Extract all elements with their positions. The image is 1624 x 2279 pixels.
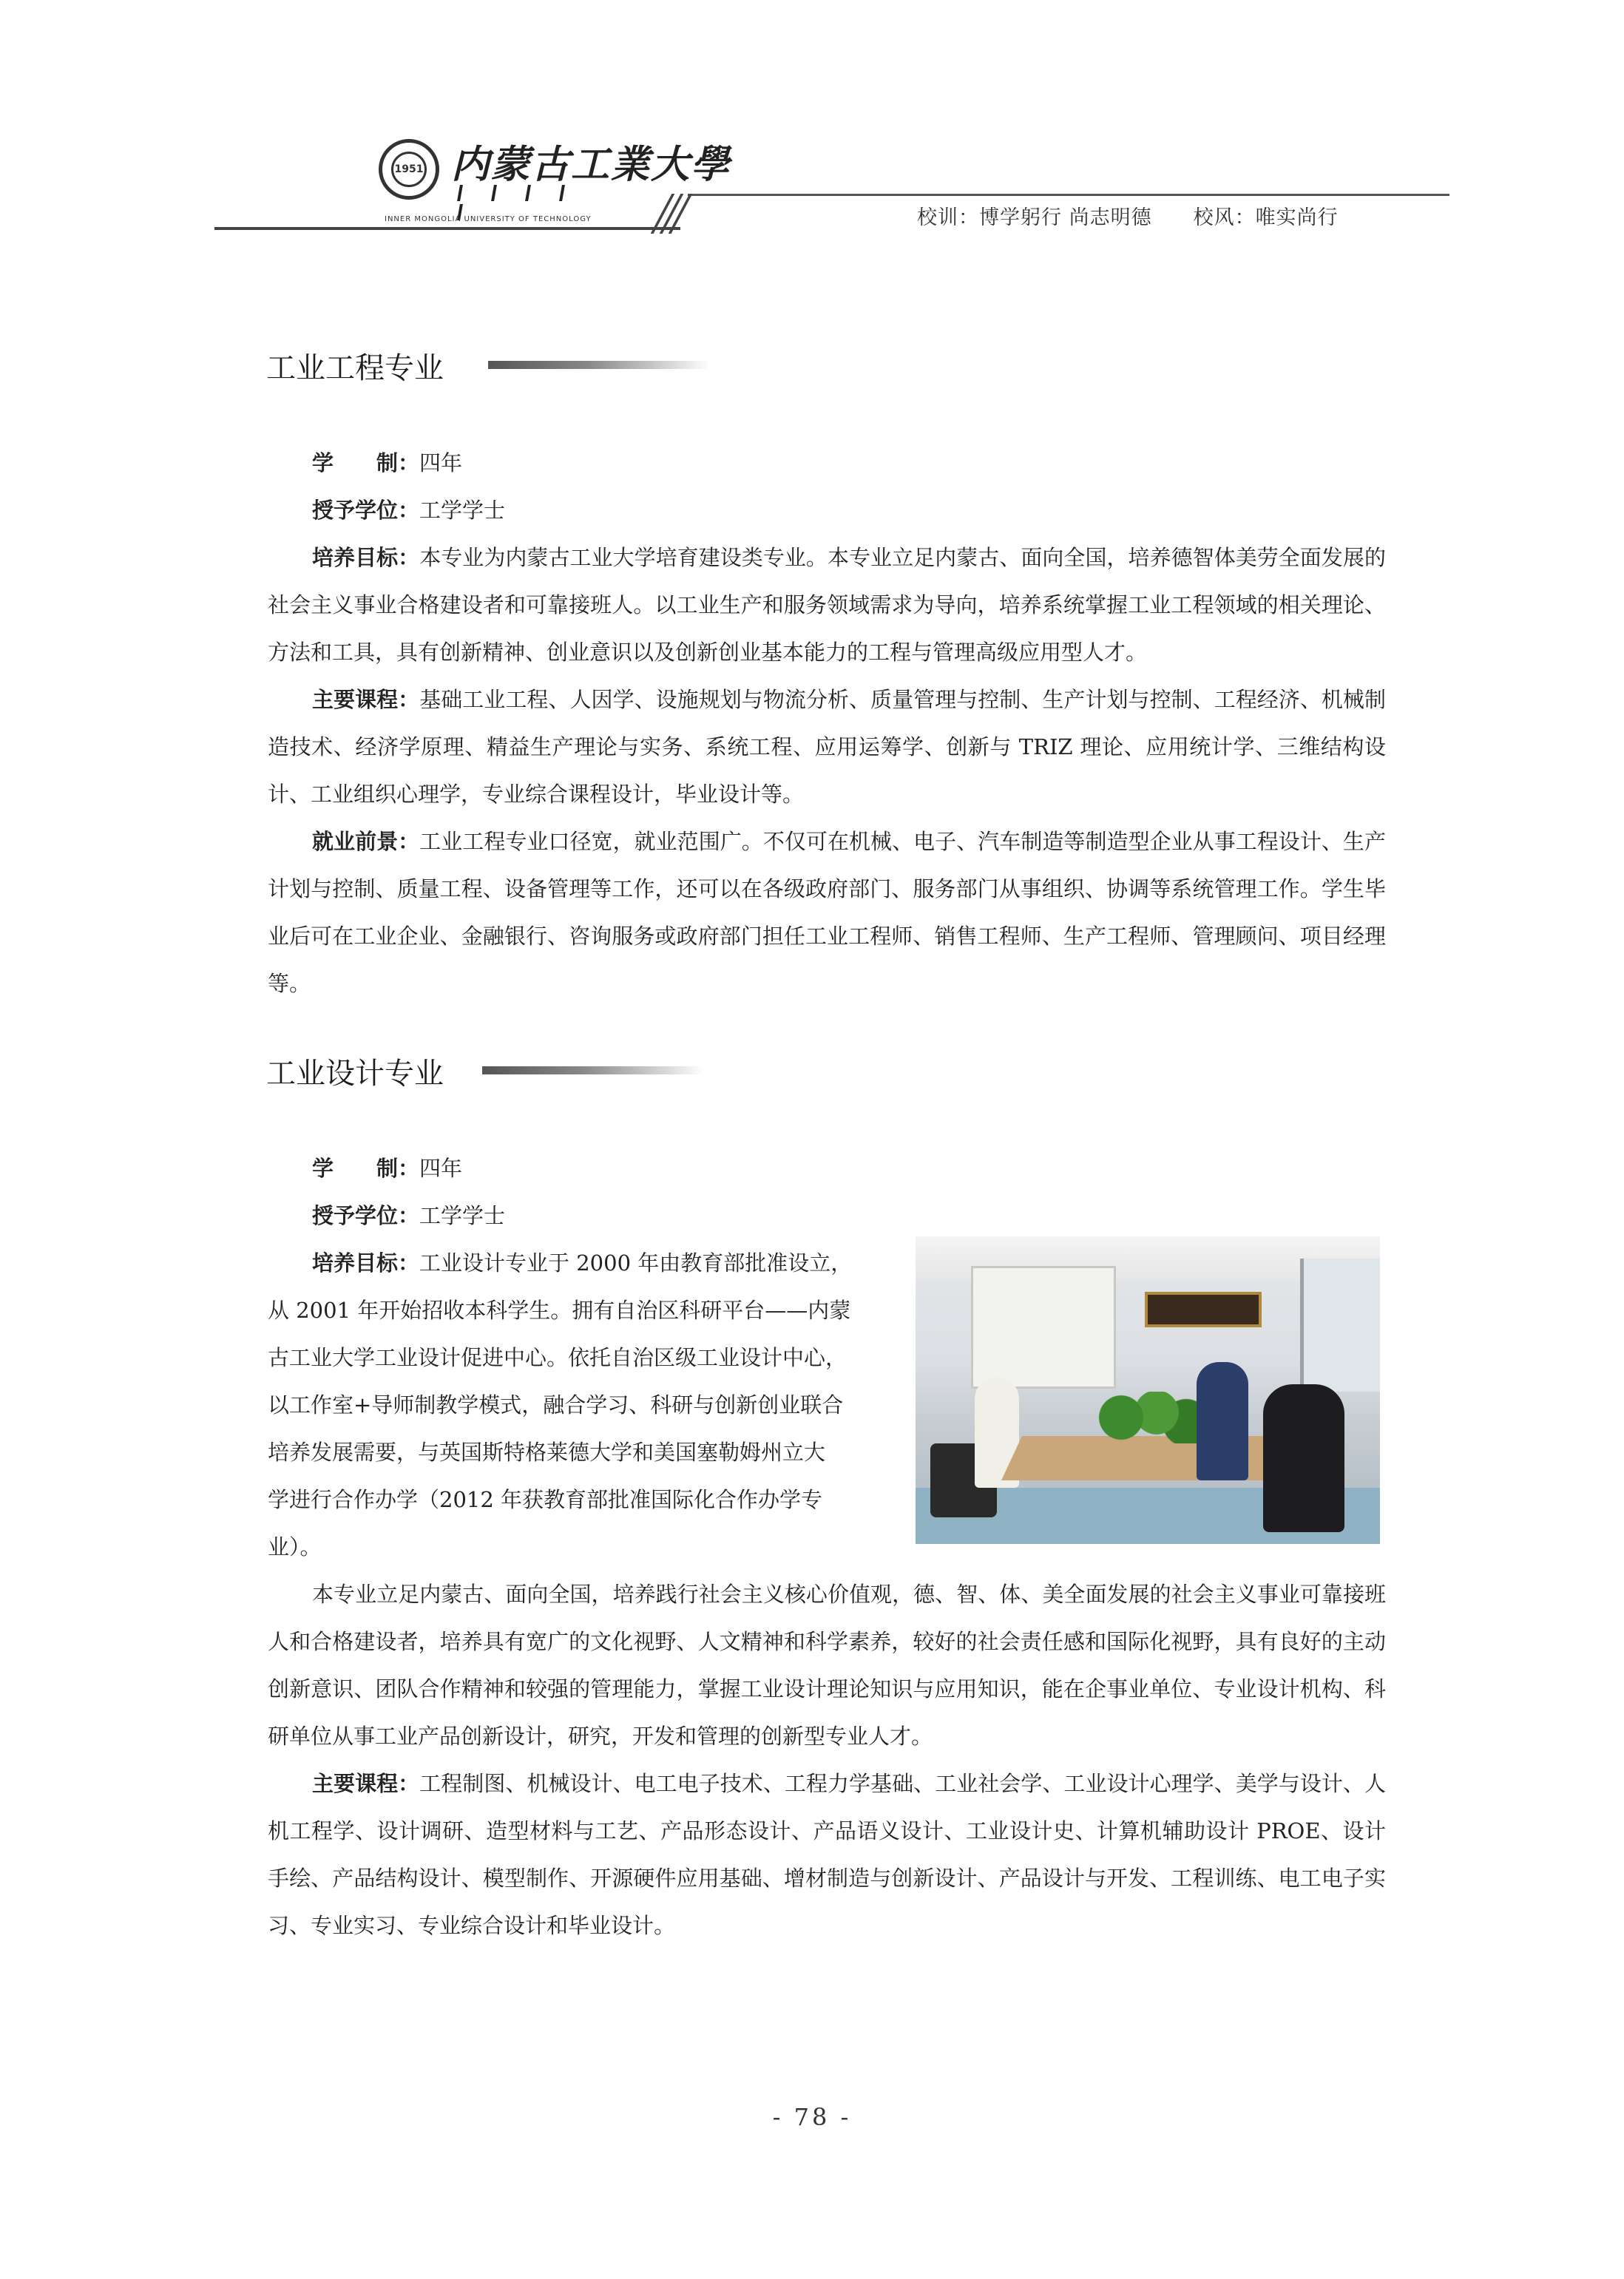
goal-label: 培养目标： (312, 545, 420, 570)
career-paragraph (268, 818, 1386, 1007)
goal-label: 培养目标： (312, 1250, 420, 1276)
header-slash-decoration (651, 194, 695, 232)
goal-paragraph-2: 本专业立足内蒙古、面向全国，培养践行社会主义核心价值观，德、智、体、美全面发展的社会主义事业可靠接班人和合格建设者，培养具有宽广的文化视野、人文精神和科学素养，较好的社会责任感和国际化视野，具有良好的主动创新意识、团队合作精神和较强的管理能力，掌握工业设计理论知识与应用知识，能在企事业单位、专业设计机构、科研单位从事工业产品创新设计，研究，开发和管理的创新型专业人才。 (268, 1582, 1386, 1749)
courses-label: 主要课程： (312, 687, 420, 712)
header-rule-main (214, 227, 680, 230)
section-title-bar (482, 1066, 704, 1074)
emblem-year: 1951 (391, 152, 427, 187)
courses-paragraph (268, 1760, 1386, 1949)
goal-line: 从 2001 年开始招收本科学生。拥有自治区科研平台——内蒙 (268, 1298, 851, 1323)
university-logo-name: 内蒙古工業大學 (451, 142, 731, 187)
section-title-industrial-engineering: 工业工程专业 (266, 351, 444, 385)
goal-line: 以工作室+导师制教学模式，融合学习、科研与创新创业联合 (268, 1392, 844, 1418)
goal-text: 本专业为内蒙古工业大学培育建设类专业。本专业立足内蒙古、面向全国，培养德智体美劳全面发展的社会主义事业合格建设者和可靠接班人。以工业生产和服务领域需求为导向，培养系统掌握工业工程领域的相关理论、方法和工具，具有创新精神、创业意识以及创新创业基本能力的工程与管理高级应用型人才。 (268, 545, 1386, 665)
goal-line: 培养发展需要，与英国斯特格莱德大学和美国塞勒姆州立大 (268, 1440, 826, 1465)
career-text: 工业工程专业口径宽，就业范围广。不仅可在机械、电子、汽车制造等制造型企业从事工程设计、生产计划与控制、质量工程、设备管理等工作，还可以在各级政府部门、服务部门从事组织、协调等系统管理工作。学生毕业后可在工业企业、金融银行、咨询服务或政府部门担任工业工程师、销售工程师、生产工程师、管理顾问、项目经理等。 (268, 829, 1386, 996)
degree-label: 授予学位： (312, 1203, 420, 1228)
degree-field (312, 1192, 505, 1239)
duration-value: 四年 (419, 1156, 463, 1181)
section-title-bar (488, 361, 710, 369)
courses-text: 基础工业工程、人因学、设施规划与物流分析、质量管理与控制、生产计划与控制、工程经济、机械制造技术、经济学原理、精益生产理论与实务、系统工程、应用运筹学、创新与 TRIZ 理论、应用统计学、三维结构设计、工业组织心理学，专业综合课程设计，毕业设计等。 (268, 687, 1386, 807)
duration-field (312, 1145, 462, 1192)
page-header (0, 0, 1624, 244)
degree-field (312, 487, 505, 534)
section-title-industrial-design: 工业设计专业 (266, 1057, 444, 1091)
header-rule-top (688, 194, 1449, 196)
university-english-name: INNER MONGOLIA UNIVERSITY OF TECHNOLOGY (385, 215, 592, 223)
courses-label: 主要课程： (312, 1771, 420, 1796)
courses-paragraph (268, 676, 1386, 818)
university-emblem-icon (379, 139, 439, 200)
degree-label: 授予学位： (312, 498, 420, 523)
goal-line: 学进行合作办学（2012 年获教育部批准国际化合作办学专 (268, 1487, 823, 1512)
school-motto: 校训：博学躬行 尚志明德 校风：唯实尚行 (917, 206, 1339, 229)
career-label: 就业前景： (312, 829, 420, 854)
degree-value: 工学学士 (419, 1203, 506, 1228)
duration-value: 四年 (419, 450, 463, 475)
goal-paragraph (268, 534, 1386, 676)
mongolian-script-logo (459, 185, 614, 203)
duration-label: 学 制： (312, 1156, 420, 1181)
page-number: - 78 - (772, 2103, 852, 2131)
degree-value: 工学学士 (419, 498, 506, 523)
duration-field (312, 439, 462, 487)
duration-label: 学 制： (312, 450, 420, 475)
goal-line: 业）。 (268, 1534, 322, 1560)
courses-text: 工程制图、机械设计、电工电子技术、工程力学基础、工业社会学、工业设计心理学、美学与设计、人机工程学、设计调研、造型材料与工艺、产品形态设计、产品语义设计、工业设计史、计算机辅助设计 PROE、设计手绘、产品结构设计、模型制作、开源硬件应用基础、增材制造与创新设计、产品设计与开发、工程训练、电工电子实习、专业实习、专业综合设计和毕业设计。 (268, 1771, 1386, 1938)
goal-paragraph-wrapped (268, 1239, 896, 1571)
goal-line: 古工业大学工业设计促进中心。依托自治区级工业设计中心， (268, 1345, 847, 1370)
goal-line: 工业设计专业于 2000 年由教育部批准设立， (419, 1250, 853, 1276)
classroom-meeting-photo (916, 1236, 1380, 1544)
